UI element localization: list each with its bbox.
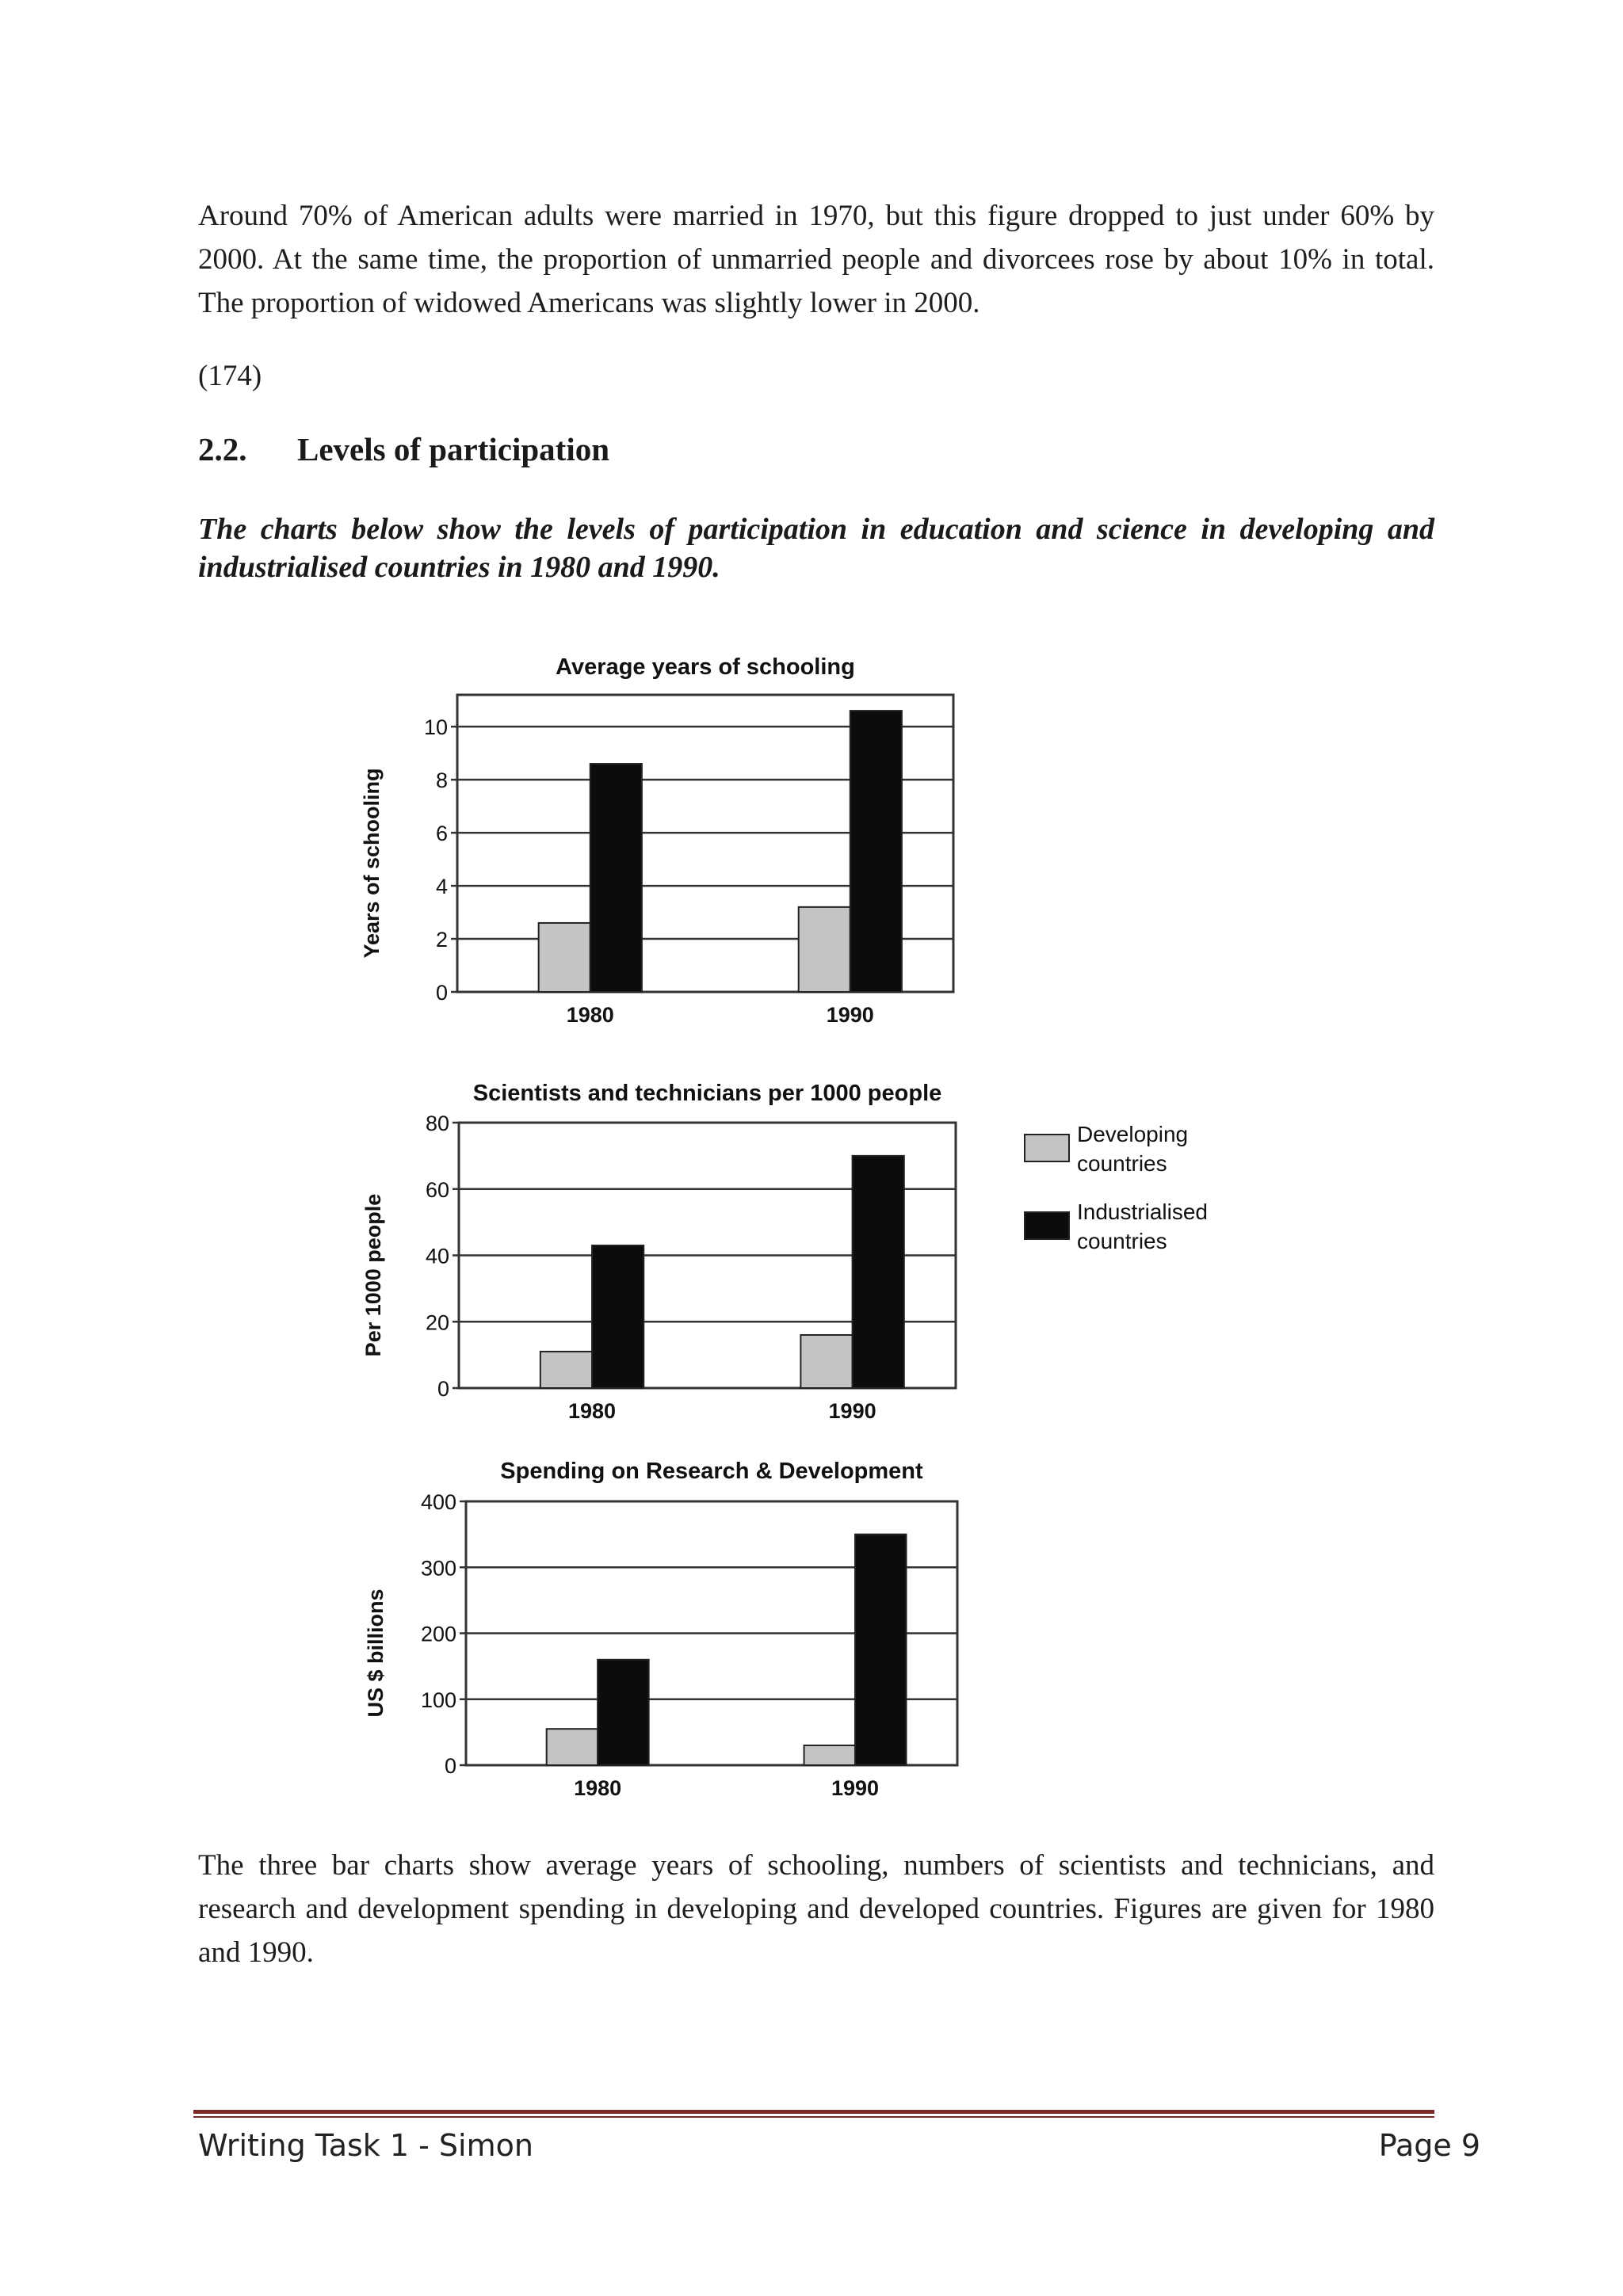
y-tick-label: 80 <box>425 1112 449 1135</box>
bar-developing-1990 <box>804 1745 855 1765</box>
legend-swatch-industrialised <box>1025 1212 1069 1239</box>
bar-developing-1990 <box>800 1335 852 1388</box>
y-tick-label: 40 <box>425 1244 449 1268</box>
footer-rule-thin <box>193 2116 1434 2118</box>
y-axis-label-2: Per 1000 people <box>361 1193 385 1357</box>
y-tick-label: 10 <box>423 715 448 740</box>
y-tick-label: 60 <box>425 1177 449 1202</box>
page-number: Page 9 <box>1378 2128 1480 2163</box>
y-tick-label: 300 <box>420 1556 456 1581</box>
y-tick-label: 20 <box>425 1310 449 1335</box>
y-tick-label: 4 <box>435 875 448 899</box>
bar-developing-1990 <box>799 907 850 992</box>
y-tick-label: 400 <box>420 1490 456 1514</box>
y-tick-label: 8 <box>435 769 448 793</box>
x-tick-label: 1980 <box>567 1399 617 1423</box>
bar-industrialised-1990 <box>855 1535 906 1765</box>
legend-label-developing: Developing <box>1077 1122 1189 1146</box>
y-tick-label: 2 <box>435 928 448 952</box>
x-tick-label: 1980 <box>574 1776 622 1800</box>
y-axis-label-1: Years of schooling <box>360 768 384 959</box>
bar-developing-1980 <box>547 1729 598 1765</box>
bar-industrialised-1980 <box>590 764 642 992</box>
task-description: The charts below show the levels of participation in education and science in developing and industrialised countries in 1980 and 1990. <box>198 513 1434 584</box>
x-tick-label: 1980 <box>566 1003 614 1027</box>
y-axis-label-3: US $ billions <box>364 1589 388 1718</box>
bar-developing-1980 <box>539 923 590 992</box>
bar-industrialised-1980 <box>598 1660 648 1765</box>
x-tick-label: 1990 <box>828 1399 876 1423</box>
y-tick-label: 100 <box>420 1688 456 1712</box>
y-tick-label: 0 <box>437 1377 449 1401</box>
word-count: (174) <box>198 360 262 392</box>
chart-title-3: Spending on Research & Development <box>500 1459 923 1484</box>
legend-swatch-developing <box>1025 1135 1069 1161</box>
x-tick-label: 1990 <box>826 1003 874 1027</box>
section-title: Levels of participation <box>297 431 610 467</box>
summary-paragraph: The three bar charts show average years of schooling, numbers of scientists and technicians, and research and development spending in developing and developed countries. Figures are given for 1980 and 1990. <box>198 1849 1434 1969</box>
chart-title-1: Average years of schooling <box>556 654 855 680</box>
intro-paragraph: Around 70% of American adults were married in 1970, but this figure dropped to just under 60% by 2000. At the same time, the proportion of unmarried people and divorcees rose by about 10% in total. The proportion of widowed Americans was slightly lower in 2000. <box>198 200 1434 319</box>
legend-label-developing: countries <box>1077 1151 1167 1176</box>
footer-rule <box>193 2110 1434 2114</box>
legend-label-industrialised: countries <box>1077 1229 1167 1253</box>
y-tick-label: 200 <box>420 1622 456 1646</box>
x-tick-label: 1990 <box>831 1776 880 1800</box>
y-tick-label: 0 <box>444 1754 456 1778</box>
y-tick-label: 6 <box>435 822 448 846</box>
bar-developing-1980 <box>540 1352 592 1388</box>
bar-industrialised-1980 <box>592 1245 643 1388</box>
bar-industrialised-1990 <box>853 1156 904 1388</box>
chart-title-2: Scientists and technicians per 1000 people <box>472 1081 942 1106</box>
section-number: 2.2. <box>198 431 247 467</box>
footer-title: Writing Task 1 - Simon <box>198 2128 533 2163</box>
bar-industrialised-1990 <box>850 711 902 992</box>
legend-label-industrialised: Industrialised <box>1077 1199 1208 1224</box>
y-tick-label: 0 <box>435 981 448 1005</box>
